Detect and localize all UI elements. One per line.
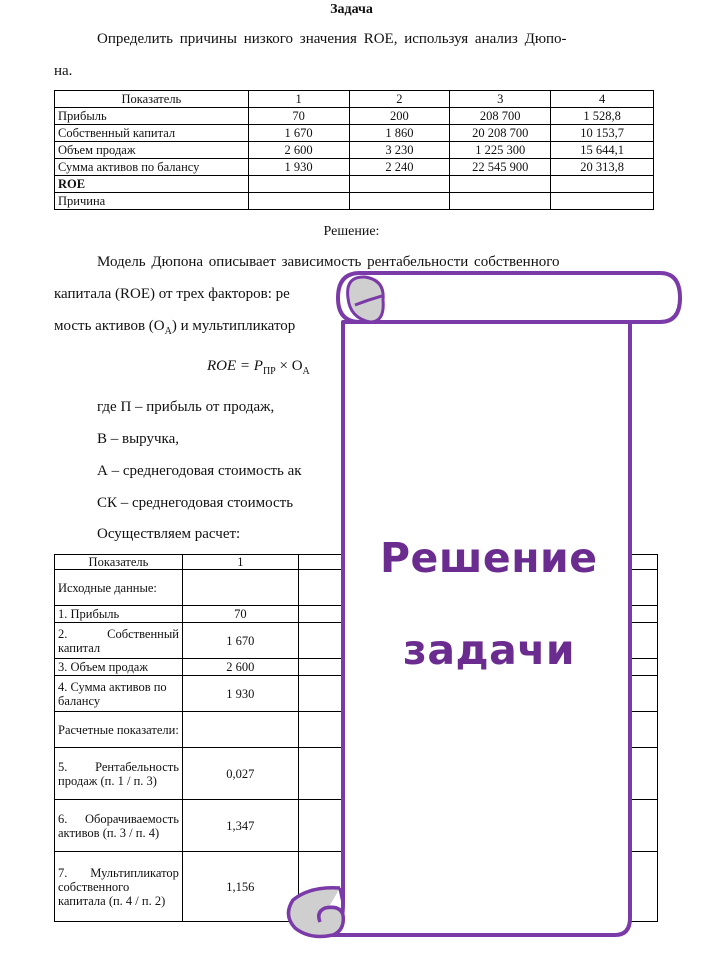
table-cell: 208 700 [450, 108, 551, 125]
row-label: 3. Объем продаж [55, 659, 183, 676]
model-text-line3-tail: ) и мультипликатор [171, 318, 296, 334]
table-cell: 15 644,1 [551, 142, 654, 159]
table-cell: 1 225 300 [450, 142, 551, 159]
table-cell: 2 600 [248, 142, 349, 159]
task-text-line1: Определить причины низкого значения ROE, используя анализ Дюпо- [97, 31, 567, 47]
table-cell: 1 670 [248, 125, 349, 142]
table-cell: 1 528,8 [551, 108, 654, 125]
calc-label: Осуществляем расчет: [97, 526, 241, 542]
model-text-line2: капитала (ROE) от трех факторов: ре [54, 286, 290, 302]
model-text-line1: Модель Дюпона описывает зависимость рентабельности собственного [97, 254, 560, 270]
table-cell: 1,156 [182, 852, 298, 922]
row-label: Расчетные показатели: [55, 712, 183, 748]
table-cell: 22 545 900 [450, 159, 551, 176]
row-label: 6. Оборачиваемость активов (п. 3 / п. 4) [55, 800, 183, 852]
table-header-cell: 1 [182, 555, 298, 570]
formula-subscript: ПР [262, 366, 276, 377]
table-cell: 10 153,7 [551, 125, 654, 142]
table-cell: 200 [349, 108, 450, 125]
task-text-line2: на. [54, 63, 73, 79]
solution-heading: Решение: [323, 224, 380, 239]
scroll-heading-line2: задачи [403, 626, 576, 674]
scroll-top-roll [338, 273, 680, 322]
definition-sk: СК – среднегодовая стоимость [97, 495, 294, 511]
table-header-cell: 1 [248, 91, 349, 108]
row-label: 5. Рентабельность продаж (п. 1 / п. 3) [55, 748, 183, 800]
table-cell: 1 670 [182, 623, 298, 659]
table-cell: 70 [182, 606, 298, 623]
row-label: ROE [55, 176, 249, 193]
table-cell: 2 600 [182, 659, 298, 676]
row-label: 2. Собственный капитал [55, 623, 183, 659]
definition-b: В – выручка, [97, 431, 179, 447]
scroll-bottom-curl [288, 888, 343, 937]
row-label: Сумма активов по балансу [55, 159, 249, 176]
document-title: Задача [330, 2, 373, 17]
row-label: 7. Мультипликатор собственного капитала (п. 4 / п. 2) [55, 852, 183, 922]
formula-tail-subscript: A [302, 366, 310, 377]
formula-tail: × O [275, 358, 303, 374]
model-text-line3-subscript: A [164, 326, 172, 337]
scroll-heading-line1: Решение [380, 534, 598, 582]
table-cell: 2 240 [349, 159, 450, 176]
table-header-cell: 2 [349, 91, 450, 108]
table-header-cell: Показатель [55, 91, 249, 108]
definition-a: А – среднегодовая стоимость ак [97, 463, 302, 479]
row-label: Прибыль [55, 108, 249, 125]
table-cell: 20 313,8 [551, 159, 654, 176]
formula-start: ROE = P [207, 358, 263, 374]
table-header-cell: Показатель [55, 555, 183, 570]
table-cell: 70 [248, 108, 349, 125]
row-label: 4. Сумма активов по балансу [55, 676, 183, 712]
definition-p: где П – прибыль от продаж, [97, 399, 275, 415]
model-text-line3-start: мость активов (O [54, 318, 165, 334]
row-label: Собственный капитал [55, 125, 249, 142]
table-header-cell: 3 [450, 91, 551, 108]
row-label: Объем продаж [55, 142, 249, 159]
row-label: 1. Прибыль [55, 606, 183, 623]
table-cell: 0,027 [182, 748, 298, 800]
row-label: Причина [55, 193, 249, 210]
table-cell: 1,347 [182, 800, 298, 852]
table-cell: 1 930 [248, 159, 349, 176]
table-header-cell: 4 [551, 91, 654, 108]
table-cell: 1 930 [182, 676, 298, 712]
table-cell: 1 860 [349, 125, 450, 142]
row-label: Исходные данные: [55, 570, 183, 606]
table-cell: 3 230 [349, 142, 450, 159]
table-cell: 20 208 700 [450, 125, 551, 142]
